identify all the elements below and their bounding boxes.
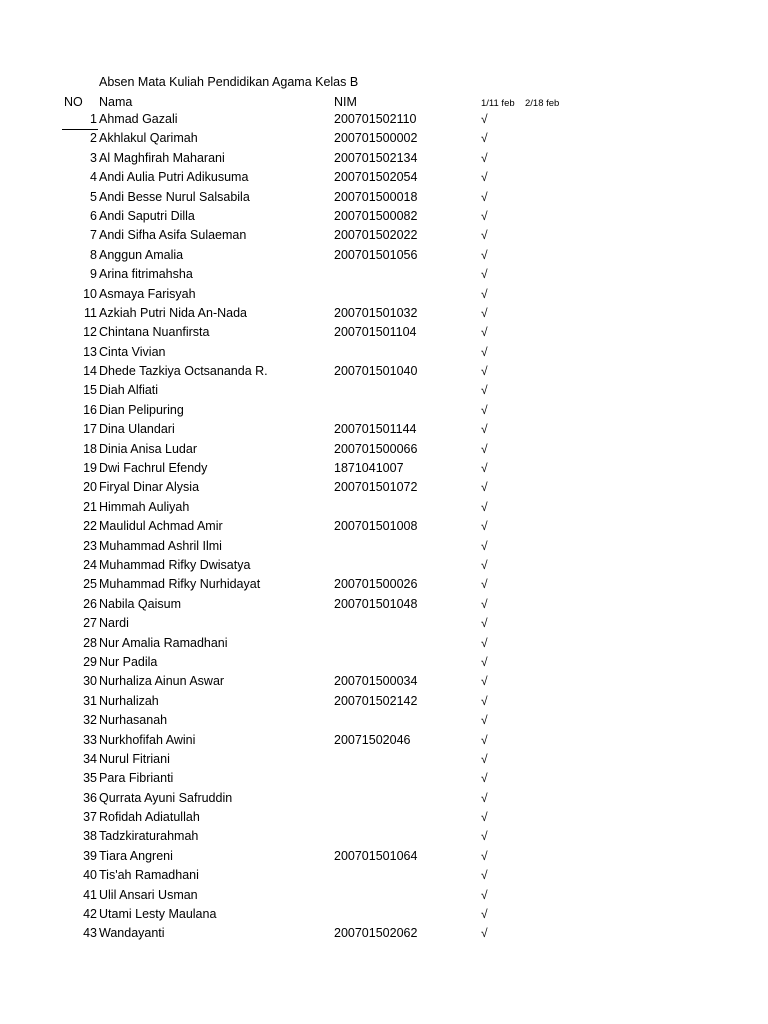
- table-row: [0, 750, 768, 769]
- student-name: Muhammad Ashril Ilmi: [99, 538, 222, 553]
- attendance-check: √: [481, 131, 488, 146]
- student-nim: 1871041007: [334, 461, 404, 476]
- attendance-check: √: [481, 247, 488, 262]
- student-nim: 200701502142: [334, 693, 418, 708]
- row-number: 43: [83, 926, 97, 941]
- student-name: Diah Alfiati: [99, 383, 159, 398]
- attendance-check: √: [481, 364, 488, 379]
- student-name: Nurkhofifah Awini: [99, 732, 196, 747]
- table-row: [0, 537, 768, 556]
- header-nim: NIM: [334, 95, 357, 109]
- attendance-check: √: [481, 344, 488, 359]
- table-row: [0, 304, 768, 323]
- student-name: Dinia Anisa Ludar: [99, 441, 197, 456]
- student-name: Himmah Auliyah: [99, 499, 190, 514]
- table-row: [0, 265, 768, 284]
- attendance-check: √: [481, 751, 488, 766]
- row-number: 22: [83, 519, 97, 534]
- row-number: 26: [83, 596, 97, 611]
- row-number: 23: [83, 538, 97, 553]
- student-name: Nurul Fitriani: [99, 751, 170, 766]
- student-nim: 200701500066: [334, 441, 418, 456]
- student-name: Dhede Tazkiya Octsananda R.: [99, 364, 268, 379]
- row-number: 7: [90, 228, 97, 243]
- student-name: Cinta Vivian: [99, 344, 166, 359]
- student-name: Wandayanti: [99, 926, 165, 941]
- table-row: [0, 188, 768, 207]
- row-number: 17: [83, 422, 97, 437]
- student-name: Nur Padila: [99, 654, 158, 669]
- student-name: Rofidah Adiatullah: [99, 810, 200, 825]
- row-number: 41: [83, 887, 97, 902]
- student-nim: 200701501008: [334, 519, 418, 534]
- table-row: [0, 769, 768, 788]
- attendance-check: √: [481, 557, 488, 572]
- attendance-table-body: [0, 110, 768, 944]
- student-name: Nurhasanah: [99, 713, 168, 728]
- row-number: 13: [83, 344, 97, 359]
- table-row: [0, 808, 768, 827]
- attendance-check: √: [481, 654, 488, 669]
- table-row: [0, 440, 768, 459]
- student-name: Arina fitrimahsha: [99, 267, 193, 282]
- student-nim: 200701501040: [334, 364, 418, 379]
- row-number: 36: [83, 790, 97, 805]
- student-name: Para Fibrianti: [99, 771, 174, 786]
- attendance-check: √: [481, 790, 488, 805]
- attendance-check: √: [481, 305, 488, 320]
- table-row: [0, 459, 768, 478]
- table-row: [0, 323, 768, 342]
- attendance-check: √: [481, 112, 488, 126]
- table-row: [0, 343, 768, 362]
- table-row: [0, 420, 768, 439]
- student-nim: 200701502062: [334, 926, 418, 941]
- table-row: [0, 168, 768, 187]
- attendance-check: √: [481, 771, 488, 786]
- table-row: [0, 653, 768, 672]
- attendance-check: √: [481, 616, 488, 631]
- student-name: Muhammad Rifky Dwisatya: [99, 557, 251, 572]
- student-name: Asmaya Farisyah: [99, 286, 196, 301]
- row-number: 29: [83, 654, 97, 669]
- header-no: NO: [64, 95, 83, 109]
- student-nim: 200701502134: [334, 150, 418, 165]
- row-number: 40: [83, 868, 97, 883]
- student-name: Firyal Dinar Alysia: [99, 480, 200, 495]
- attendance-check: √: [481, 693, 488, 708]
- row-number: 8: [90, 247, 97, 262]
- row-number: 28: [83, 635, 97, 650]
- student-name: Maulidul Achmad Amir: [99, 519, 223, 534]
- student-name: Nabila Qaisum: [99, 596, 181, 611]
- attendance-check: √: [481, 150, 488, 165]
- table-row: [0, 362, 768, 381]
- table-row: [0, 634, 768, 653]
- student-nim: 200701501048: [334, 596, 418, 611]
- student-name: Dwi Fachrul Efendy: [99, 461, 208, 476]
- student-nim: 200701501072: [334, 480, 418, 495]
- row-number: 5: [90, 189, 97, 204]
- table-row: [0, 207, 768, 226]
- student-name: Tiara Angreni: [99, 848, 173, 863]
- attendance-check: √: [481, 887, 488, 902]
- table-row: [0, 285, 768, 304]
- student-name: Utami Lesty Maulana: [99, 907, 217, 922]
- student-nim: 200701500002: [334, 131, 418, 146]
- student-name: Tis'ah Ramadhani: [99, 868, 199, 883]
- student-nim: 200701500082: [334, 208, 418, 223]
- table-row: [0, 401, 768, 420]
- student-name: Azkiah Putri Nida An-Nada: [99, 305, 247, 320]
- attendance-check: √: [481, 189, 488, 204]
- student-nim: 200701500018: [334, 189, 418, 204]
- attendance-check: √: [481, 286, 488, 301]
- student-name: Dian Pelipuring: [99, 402, 184, 417]
- student-name: Muhammad Rifky Nurhidayat: [99, 577, 261, 592]
- attendance-check: √: [481, 577, 488, 592]
- attendance-check: √: [481, 461, 488, 476]
- attendance-check: √: [481, 267, 488, 282]
- row-number: 21: [83, 499, 97, 514]
- row-number: 3: [90, 150, 97, 165]
- header-date-2: 2/18 feb: [525, 98, 560, 109]
- attendance-check: √: [481, 926, 488, 941]
- student-name: Nurhaliza Ainun Aswar: [99, 674, 225, 689]
- table-row: [0, 149, 768, 168]
- sheet-title: Absen Mata Kuliah Pendidikan Agama Kelas B: [99, 75, 359, 89]
- header-nama: Nama: [99, 95, 133, 109]
- student-name: Ulil Ansari Usman: [99, 887, 198, 902]
- row-number: 25: [83, 577, 97, 592]
- student-nim: 200701500026: [334, 577, 418, 592]
- attendance-check: √: [481, 674, 488, 689]
- row-number: 32: [83, 713, 97, 728]
- row-number: 31: [83, 693, 97, 708]
- student-nim: 200701501064: [334, 848, 418, 863]
- row-number: 16: [83, 402, 97, 417]
- attendance-check: √: [481, 228, 488, 243]
- row-number: 37: [83, 810, 97, 825]
- row-number: 10: [83, 286, 97, 301]
- attendance-check: √: [481, 868, 488, 883]
- student-name: Andi Sifha Asifa Sulaeman: [99, 228, 247, 243]
- attendance-check: √: [481, 325, 488, 340]
- row-number: 27: [83, 616, 97, 631]
- table-row: [0, 905, 768, 924]
- student-name: Anggun Amalia: [99, 247, 184, 262]
- student-nim: 200701501056: [334, 247, 418, 262]
- attendance-check: √: [481, 713, 488, 728]
- attendance-check: √: [481, 422, 488, 437]
- table-row: [0, 381, 768, 400]
- attendance-check: √: [481, 596, 488, 611]
- table-row: [0, 246, 768, 265]
- attendance-check: √: [481, 829, 488, 844]
- attendance-check: √: [481, 810, 488, 825]
- attendance-check: √: [481, 480, 488, 495]
- student-name: Akhlakul Qarimah: [99, 131, 198, 146]
- table-row: [0, 478, 768, 497]
- student-nim: 200701502054: [334, 170, 418, 185]
- student-nim: 200701501032: [334, 305, 418, 320]
- row-number: 15: [83, 383, 97, 398]
- header-date-1: 1/11 feb: [481, 98, 515, 109]
- student-nim: 200701500034: [334, 674, 418, 689]
- attendance-check: √: [481, 441, 488, 456]
- table-row: [0, 924, 768, 943]
- table-row: [0, 517, 768, 536]
- row-number: 38: [83, 829, 97, 844]
- student-name: Chintana Nuanfirsta: [99, 325, 210, 340]
- student-nim: 200701501144: [334, 422, 417, 437]
- student-name: Dina Ulandari: [99, 422, 175, 437]
- attendance-check: √: [481, 499, 488, 514]
- row-number: 30: [83, 674, 97, 689]
- row-number: 1: [90, 112, 97, 126]
- table-row: [0, 827, 768, 846]
- table-row: [0, 886, 768, 905]
- attendance-check: √: [481, 732, 488, 747]
- table-row: [0, 556, 768, 575]
- table-row: [0, 498, 768, 517]
- attendance-check: √: [481, 383, 488, 398]
- row-number: 42: [83, 907, 97, 922]
- row-number: 11: [84, 305, 97, 320]
- row-number: 34: [83, 751, 97, 766]
- table-row: [0, 672, 768, 691]
- row-number: 12: [83, 325, 97, 340]
- row-number: 24: [83, 557, 97, 572]
- table-row: [0, 731, 768, 750]
- student-name: Nurhalizah: [99, 693, 159, 708]
- student-name: Andi Besse Nurul Salsabila: [99, 189, 250, 204]
- row-number: 9: [90, 267, 97, 282]
- attendance-check: √: [481, 208, 488, 223]
- row-number: 19: [83, 461, 97, 476]
- student-name: Andi Aulia Putri Adikusuma: [99, 170, 249, 185]
- table-row: [0, 789, 768, 808]
- row-number: 4: [90, 170, 97, 185]
- table-row: [0, 692, 768, 711]
- student-nim: 200701502110: [334, 112, 417, 126]
- attendance-check: √: [481, 907, 488, 922]
- table-row: [0, 866, 768, 885]
- table-row: [0, 226, 768, 245]
- attendance-check: √: [481, 402, 488, 417]
- table-row: [0, 129, 768, 148]
- attendance-check: √: [481, 538, 488, 553]
- row-number: 35: [83, 771, 97, 786]
- table-row: [0, 847, 768, 866]
- attendance-check: √: [481, 848, 488, 863]
- table-row: [0, 614, 768, 633]
- row-number: 14: [83, 364, 97, 379]
- row-number: 33: [83, 732, 97, 747]
- table-row: [0, 711, 768, 730]
- student-name: Tadzkiraturahmah: [99, 829, 199, 844]
- student-nim: 20071502046: [334, 732, 411, 747]
- student-name: Nur Amalia Ramadhani: [99, 635, 228, 650]
- attendance-check: √: [481, 170, 488, 185]
- student-name: Nardi: [99, 616, 129, 631]
- row-number: 39: [83, 848, 97, 863]
- row-number: 2: [90, 131, 97, 146]
- student-name: Al Maghfirah Maharani: [99, 150, 225, 165]
- student-nim: 200701501104: [334, 325, 417, 340]
- table-row: [0, 575, 768, 594]
- row-number: 20: [83, 480, 97, 495]
- table-row: [0, 110, 768, 129]
- student-name: Qurrata Ayuni Safruddin: [99, 790, 233, 805]
- student-nim: 200701502022: [334, 228, 418, 243]
- row-number: 6: [90, 208, 97, 223]
- student-name: Ahmad Gazali: [99, 112, 178, 126]
- row-number: 18: [83, 441, 97, 456]
- table-row: [0, 595, 768, 614]
- attendance-check: √: [481, 519, 488, 534]
- attendance-check: √: [481, 635, 488, 650]
- student-name: Andi Saputri Dilla: [99, 208, 195, 223]
